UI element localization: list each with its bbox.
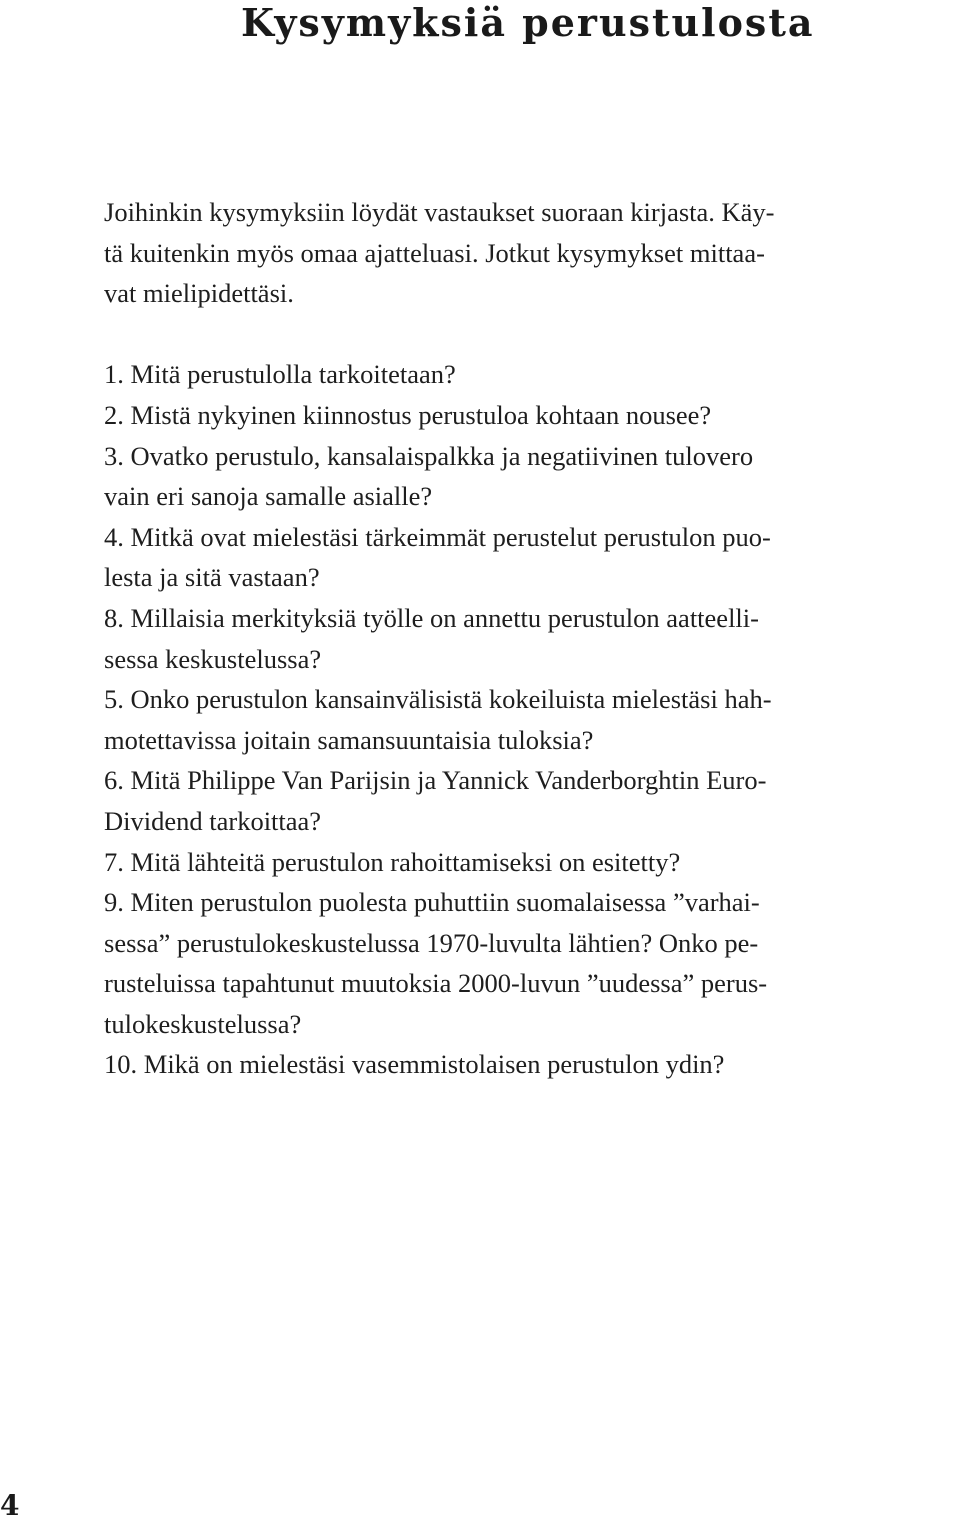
question-line: 8. Millaisia merkityksiä työlle on annettu perustulon aatteelli-: [104, 602, 759, 633]
question-line: rusteluissa tapahtunut muutoksia 2000-luvun ”uudessa” perus-: [104, 968, 768, 999]
question-line: 3. Ovatko perustulo, kansalaispalkka ja negatiivinen tulovero: [104, 440, 754, 471]
question-line: 5. Onko perustulon kansainvälisistä kokeiluista mielestäsi hah-: [104, 684, 772, 715]
intro-paragraph: [104, 192, 956, 314]
text-line: vat mielipidettäsi.: [104, 278, 294, 309]
question-line: tulokeskustelussa?: [104, 1008, 302, 1039]
question-list: [104, 354, 956, 1085]
question-line: 7. Mitä lähteitä perustulon rahoittamiseksi on esitetty?: [104, 846, 681, 877]
question-line: 1. Mitä perustulolla tarkoitetaan?: [104, 359, 456, 390]
question-line: 9. Miten perustulon puolesta puhuttiin suomalaisessa ”varhai-: [104, 887, 760, 918]
question-line: vain eri sanoja samalle asialle?: [104, 481, 433, 512]
text-line: Joihinkin kysymyksiin löydät vastaukset suoraan kirjasta. Käy-: [104, 197, 775, 227]
body-text: [104, 192, 956, 1085]
question-line: Dividend tarkoittaa?: [104, 805, 322, 836]
paragraph-gap: [104, 314, 956, 355]
page-number: 4: [0, 1489, 20, 1522]
question-line: sessa” perustulokeskustelussa 1970-luvulta lähtien? Onko pe-: [104, 927, 759, 958]
question-line: lesta ja sitä vastaan?: [104, 562, 320, 593]
text-line: tä kuitenkin myös omaa ajatteluasi. Jotkut kysymykset mittaa-: [104, 237, 765, 268]
question-line: 4. Mitkä ovat mielestäsi tärkeimmät perustelut perustulon puo-: [104, 521, 771, 552]
question-line: sessa keskustelussa?: [104, 643, 322, 674]
question-line: 6. Mitä Philippe Van Parijsin ja Yannick Vanderborghtin Euro-: [104, 765, 767, 796]
page-title: Kysymyksiä perustulosta: [241, 0, 815, 45]
question-line: motettavissa joitain samansuuntaisia tuloksia?: [104, 724, 594, 755]
question-line: 2. Mistä nykyinen kiinnostus perustuloa kohtaan nousee?: [104, 399, 712, 430]
question-line: 10. Mikä on mielestäsi vasemmistolaisen perustulon ydin?: [104, 1049, 725, 1080]
